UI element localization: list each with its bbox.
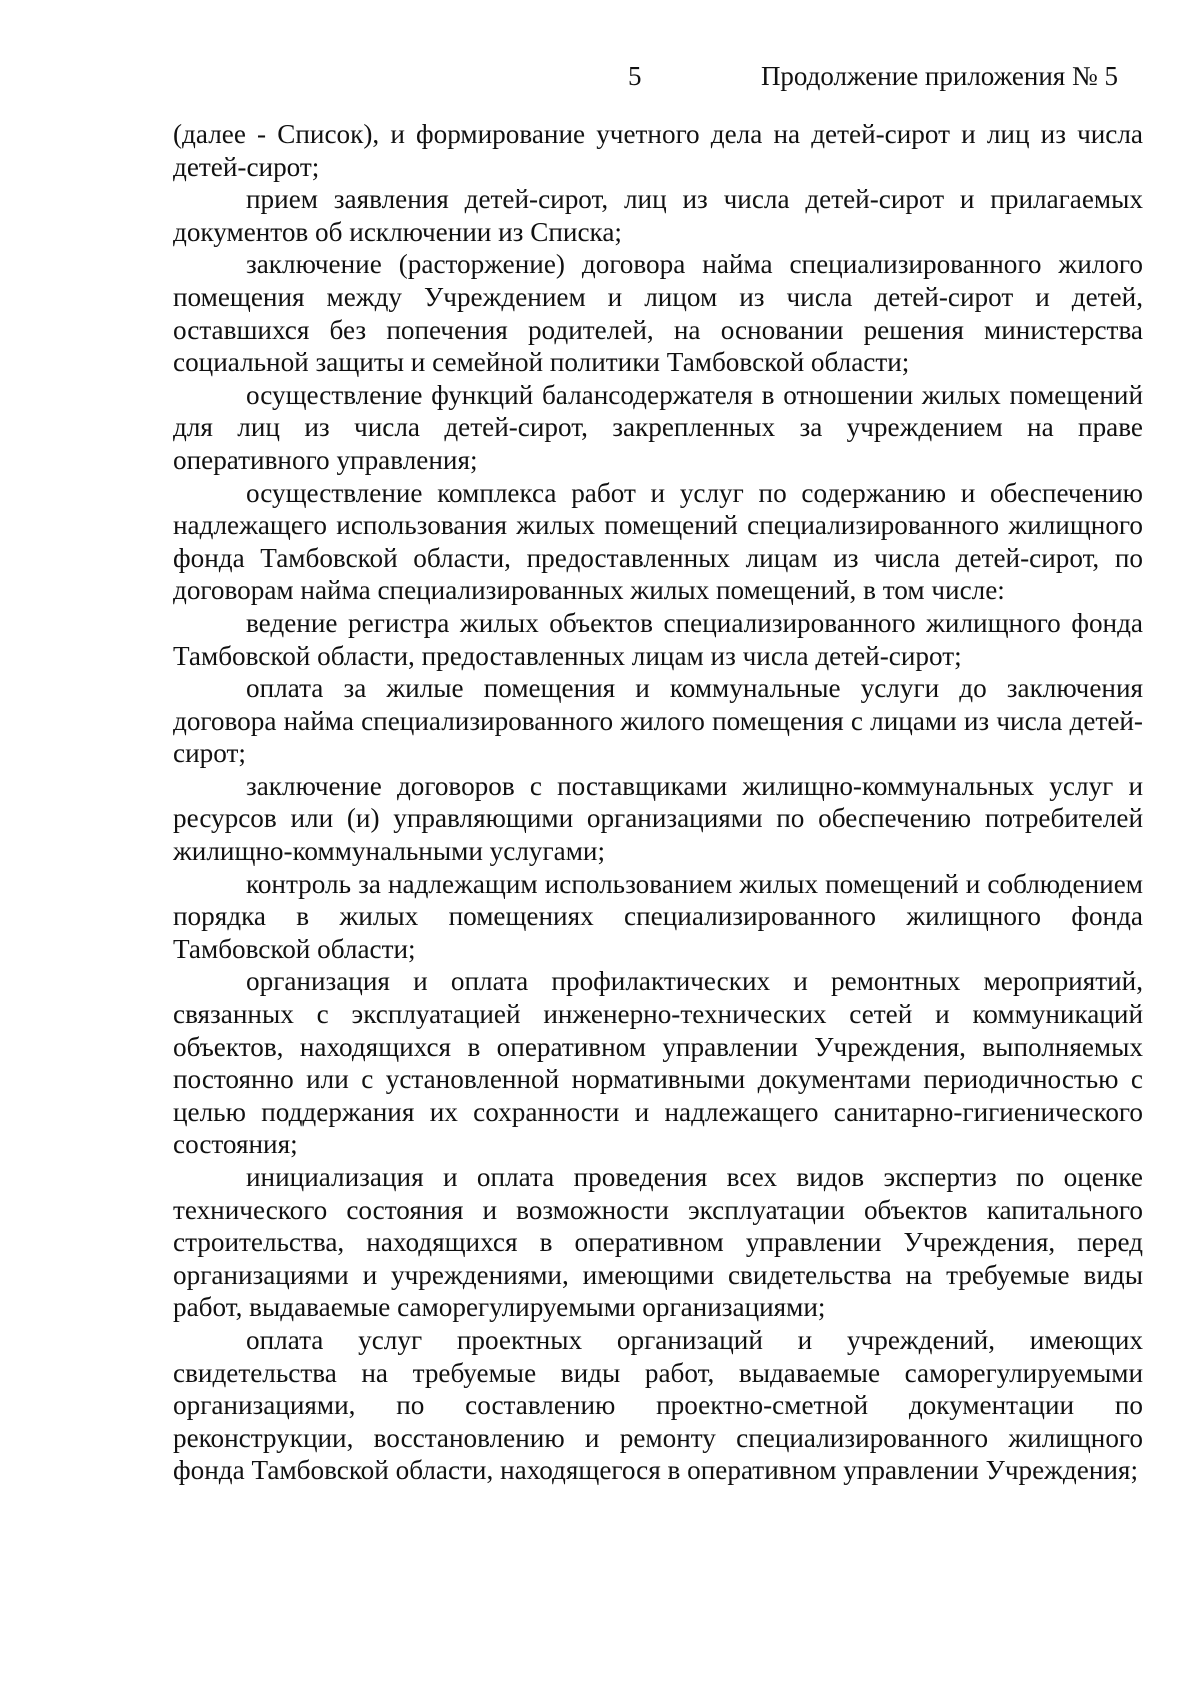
paragraph-8: заключение договоров с поставщиками жилищно-коммунальных услуг и ресурсов или (и) управляющими организациями по обеспечению потребителей жилищно-коммунальными услугами;	[173, 770, 1143, 867]
appendix-continuation-label: Продолжение приложения № 5	[760, 61, 1118, 91]
paragraph-2: прием заявления детей-сирот, лиц из числа детей-сирот и прилагаемых документов об исключении из Списка;	[173, 184, 1143, 247]
paragraph-5: осуществление комплекса работ и услуг по содержанию и обеспечению надлежащего использования жилых помещений специализированного жилищного фонда Тамбовской области, предоставленных лицам из числа детей-сирот, по договорам найма специализированных жилых помещений, в том числе:	[173, 477, 1143, 606]
document-body	[173, 118, 1143, 1487]
paragraph-9: контроль за надлежащим использованием жилых помещений и соблюдением порядка в жилых помещениях специализированного жилищного фонда Тамбовской области;	[173, 868, 1143, 964]
paragraph-12: оплата услуг проектных организаций и учреждений, имеющих свидетельства на требуемые виды работ, выдаваемые саморегулируемыми организациями, по составлению проектно-сметной документации по реконструкции, восстановлению и ремонту специализированного жилищного фонда Тамбовской области, находящегося в оперативном управлении Учреждения;	[173, 1324, 1143, 1486]
paragraph-11: инициализация и оплата проведения всех видов экспертиз по оценке технического состояния и возможности эксплуатации объектов капитального строительства, находящихся в оперативном управлении Учреждения, перед организациями и учреждениями, имеющими свидетельства на требуемые виды работ, выдаваемые саморегулируемыми организациями;	[173, 1162, 1143, 1323]
paragraph-7: оплата за жилые помещения и коммунальные услуги до заключения договора найма специализированного жилого помещения с лицами из числа детей-сирот;	[173, 673, 1143, 769]
paragraph-10: организация и оплата профилактических и ремонтных мероприятий, связанных с эксплуатацией инженерно-технических сетей и коммуникаций объектов, находящихся в оперативном управлении Учреждения, выполняемых постоянно или с установленной нормативными документами периодичностью с целью поддержания их сохранности и надлежащего санитарно-гигиенического состояния;	[173, 966, 1143, 1160]
page-header	[0, 56, 1200, 96]
page-number: 5	[628, 61, 642, 91]
paragraph-6: ведение регистра жилых объектов специализированного жилищного фонда Тамбовской области, предоставленных лицам из числа детей-сирот;	[173, 607, 1143, 671]
paragraph-3: заключение (расторжение) договора найма специализированного жилого помещения между Учреждением и лицом из числа детей-сирот и детей, оставшихся без попечения родителей, на основании решения министерства социальной защиты и семейной политики Тамбовской области;	[173, 249, 1143, 378]
paragraph-4: осуществление функций балансодержателя в отношении жилых помещений для лиц из числа детей-сирот, закрепленных за учреждением на праве оперативного управления;	[173, 379, 1143, 475]
paragraph-1: (далее - Список), и формирование учетного дела на детей-сирот и лиц из числа детей-сирот;	[173, 119, 1143, 182]
